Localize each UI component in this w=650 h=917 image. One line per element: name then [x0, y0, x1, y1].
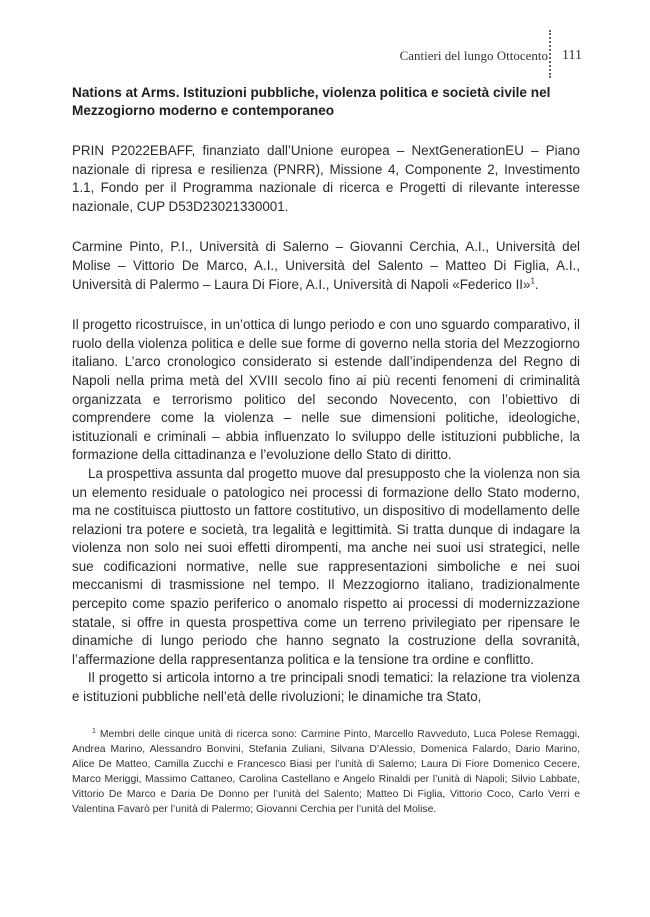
header-divider [549, 30, 551, 78]
page-content [72, 84, 580, 707]
body-paragraph: Il progetto ricostruisce, in un’ottica di lungo periodo e con uno sguardo comparativo, il ruolo della violenza politica e delle sue forme di governo nella storia del Mezzogiorno italiano. L’arco cronologico considerato si estende dall’indipendenza del Regno di Napoli nella prima metà del XVIII secolo fino ai più recenti fenomeni di criminalità organizzata e terrorismo politico del secondo Novecento, con l’obiettivo di comprendere come la violenza – nelle sue dimensioni politiche, ideologiche, istituzionali e criminali – abbia influenzato lo sviluppo delle istituzioni pubbliche, la formazione della cittadinanza e l’evoluzione dello Stato di diritto. [72, 317, 580, 463]
team-text: Carmine Pinto, P.I., Università di Salerno – Giovanni Cerchia, A.I., Università del Molise – Vittorio De Marco, A.I., Università del Salento – Matteo Di Figlia, A.I., Università di Palermo – Laura Di Fiore, A.I., Università di Napoli «Federico II» [72, 239, 580, 292]
funding-paragraph: PRIN P2022EBAFF, finanziato dall’Unione europea – NextGenerationEU – Piano nazionale di ripresa e resilienza (PNRR), Missione 4, Componente 2, Investimento 1.1, Fondo per il Programma nazionale di ricerca e Progetti di rilevante interesse nazionale, CUP D53D23021330001. [72, 143, 580, 214]
footnote-reference: 1 [530, 276, 535, 286]
team-paragraph: Carmine Pinto, P.I., Università di Salerno – Giovanni Cerchia, A.I., Università del Molise – Vittorio De Marco, A.I., Università del Salento – Matteo Di Figlia, A.I., Università di Palermo – Laura Di Fiore, A.I., Università di Napoli «Federico II»$^1$. [72, 239, 580, 292]
footnote-marker: 1 [92, 727, 96, 735]
footnote-text: Membri delle cinque unità di ricerca sono: Carmine Pinto, Marcello Ravveduto, Luca Polese Remaggi, Andrea Marino, Alessandro Bonvini, Stefania Zuliani, Silvana D’Alessio, Domenica Falardo, Dario Marino, Alice De Matteo, Camilla Zucchi e Francesco Biasi per l’unità di Salerno; Laura Di Fiore Domenico Cecere, Marco Meriggi, Massimo Cattaneo, Carolina Castellano e Angelo Rinaldi per l’unità di Napoli; Silvio Labbate, Vittorio De Marco e Daria De Donno per l’unità del Salento; Matteo Di Figlia, Vittorio Coco, Carlo Verri e Valentina Favarò per l’unità di Palermo; Giovanni Cerchia per l’unità del Molise. [72, 729, 580, 815]
footnote [72, 727, 580, 817]
body-text [72, 316, 580, 706]
running-head: Cantieri del lungo Ottocento [399, 48, 548, 63]
article-title: Nations at Arms. Istituzioni pubbliche, violenza politica e società civile nel Mezzogiorno moderno e contemporaneo [72, 85, 551, 118]
page-number: 111 [562, 48, 582, 63]
body-paragraph: La prospettiva assunta dal progetto muove dal presupposto che la violenza non sia un elemento residuale o patologico nei processi di formazione dello Stato moderno, ma ne costituisca piuttosto un fattore costitutivo, un dispositivo di modellamento delle relazioni tra potere e società, tra legalità e legittimità. Si tratta dunque di indagare la violenza non solo nei suoi effetti dirompenti, ma anche nei suoi usi strategici, nelle sue codificazioni normative, nelle sue rappresentazioni simboliche e nei suoi meccanismi di trasmissione nel tempo. Il Mezzogiorno italiano, tradizionalmente percepito come spazio periferico o anomalo rispetto ai processi di modernizzazione statale, si offre in questa prospettiva come un terreno privilegiato per ripensare le dinamiche di lungo periodo che hanno segnato la costruzione della sovranità, l’affermazione della rappresentanza politica e la tensione tra ordine e conflitto. [72, 465, 580, 667]
body-paragraph: Il progetto si articola intorno a tre principali snodi tematici: la relazione tra violenza e istituzioni pubbliche nell’età delle rivoluzioni; le dinamiche tra Stato, [72, 670, 580, 705]
